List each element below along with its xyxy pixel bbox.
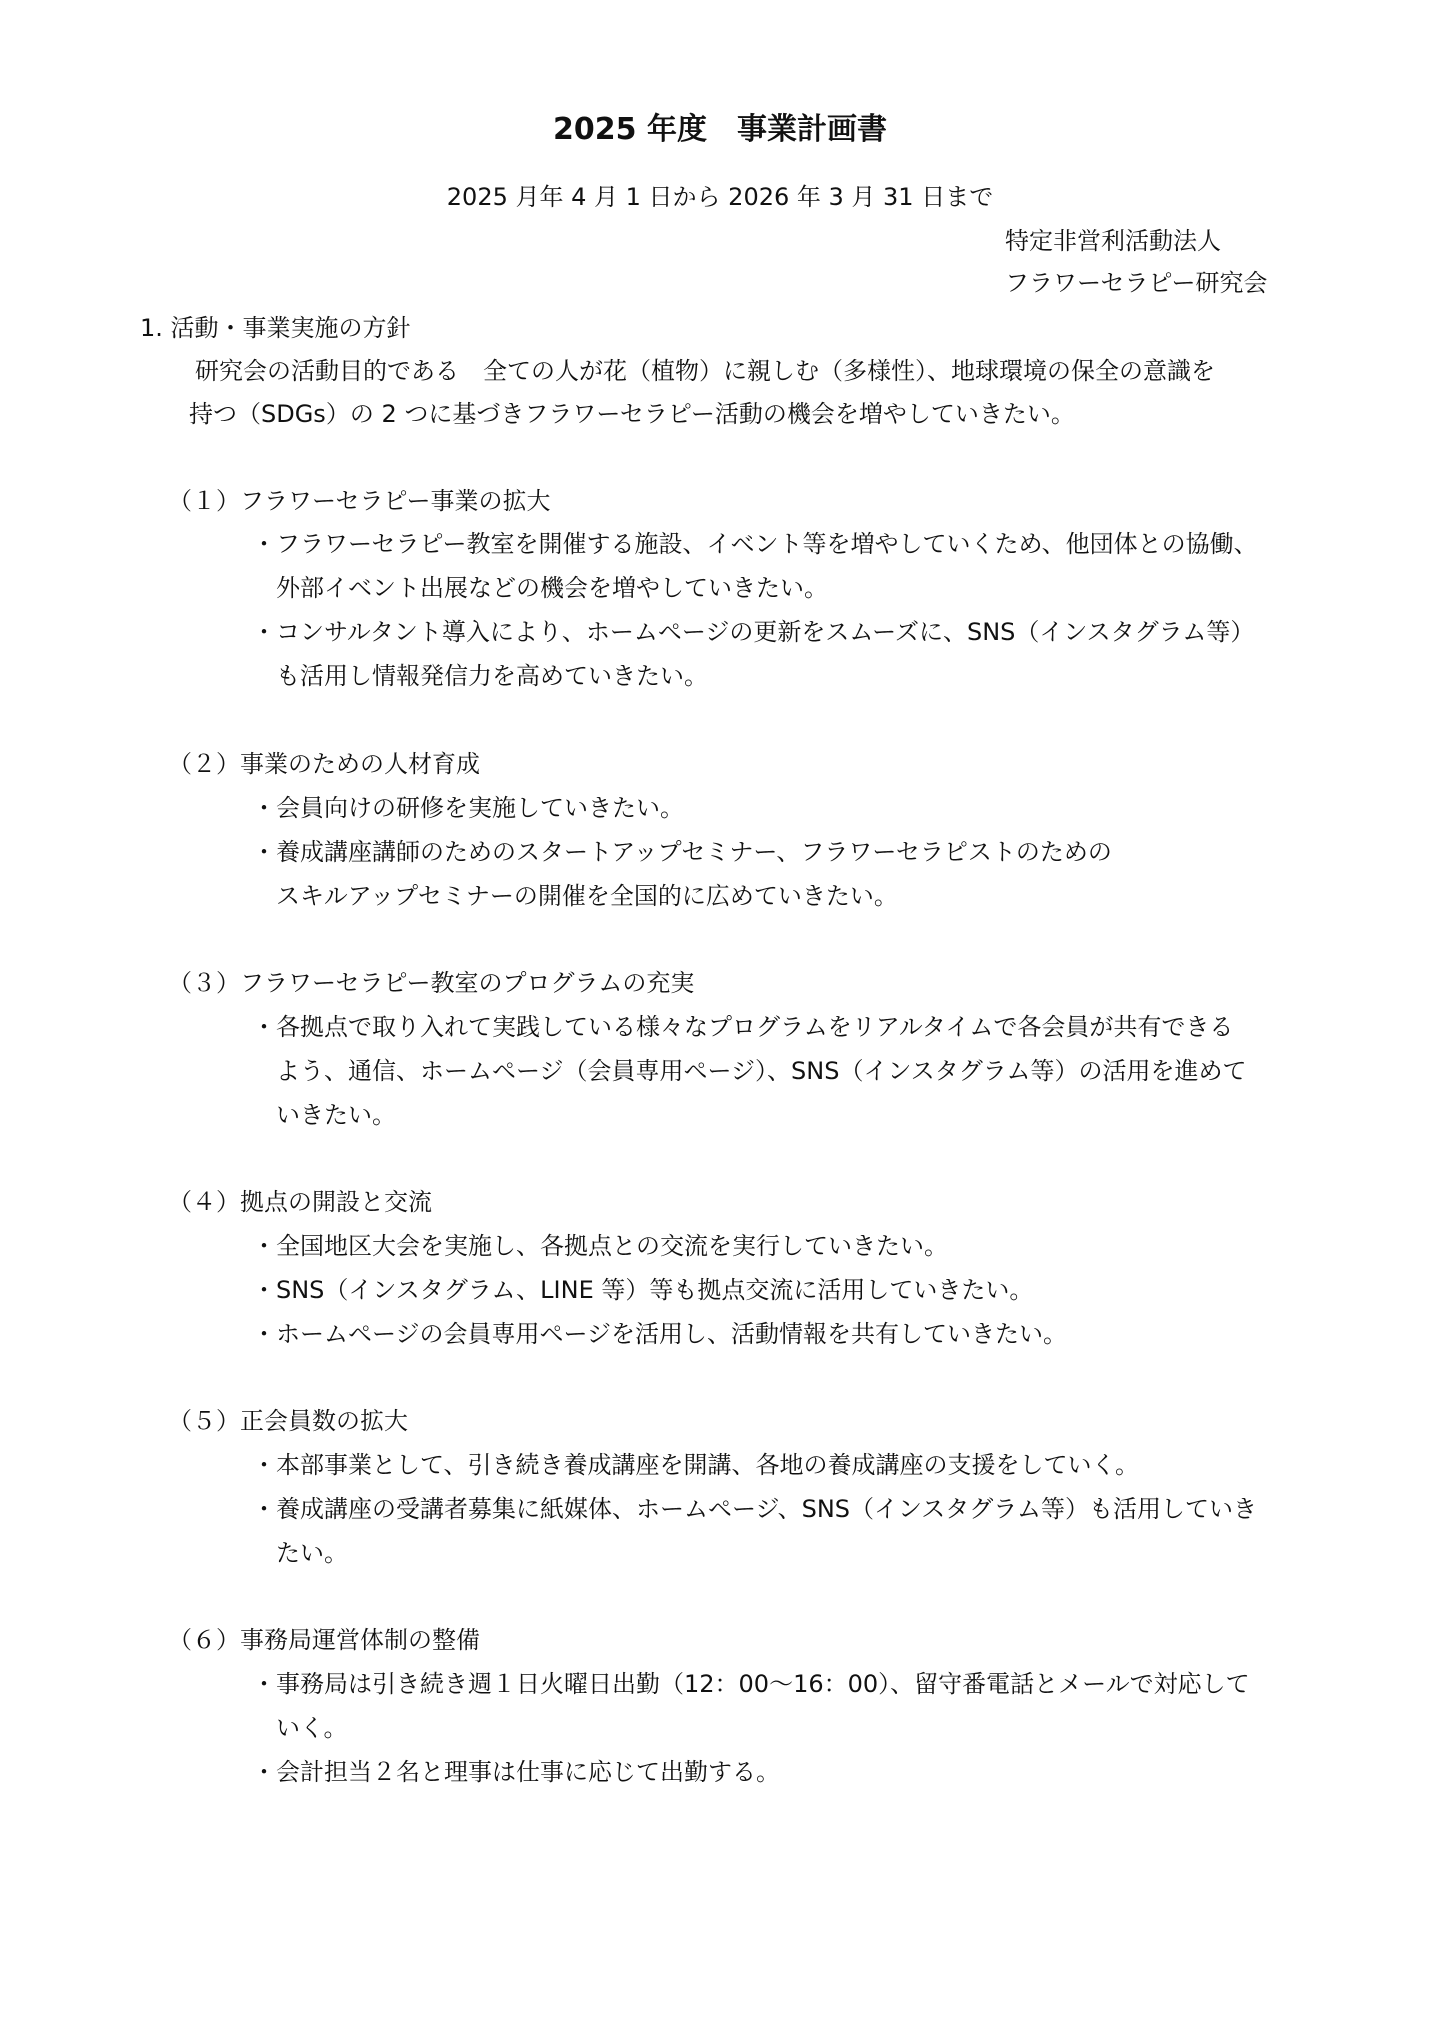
bullet-item-continuation: たい。 [276,1539,348,1567]
bullet-item: ・フラワーセラピー教室を開催する施設、イベント等を増やしていくため、他団体との協働、 [252,530,1258,558]
bullet-item: ・本部事業として、引き続き養成講座を開講、各地の養成講座の支援をしていく。 [252,1451,1140,1479]
bullet-item: ・養成講座講師のためのスタートアップセミナー、フラワーセラピストのための [252,838,1112,866]
sub-section-heading: （６）事務局運営体制の整備 [168,1626,480,1654]
bullet-item-continuation: も活用し情報発信力を高めていきたい。 [276,662,708,690]
fiscal-period: 2025 月年 4 月 1 日から 2026 年 3 月 31 日まで [446,183,994,211]
bullet-item: ・養成講座の受講者募集に紙媒体、ホームページ、SNS（インスタグラム等）も活用していき [252,1495,1258,1523]
sub-section-heading: （４）拠点の開設と交流 [168,1188,432,1216]
document-title: 2025 年度 事業計画書 [553,112,887,147]
bullet-item-continuation: スキルアップセミナーの開催を全国的に広めていきたい。 [276,882,898,910]
bullet-item-continuation: 外部イベント出展などの機会を増やしていきたい。 [276,574,828,602]
bullet-item: ・会計担当２名と理事は仕事に応じて出勤する。 [252,1758,780,1786]
organization-type: 特定非営利活動法人 [1005,227,1221,255]
sub-section-heading: （５）正会員数の拡大 [168,1407,408,1435]
bullet-item: ・各拠点で取り入れて実践している様々なプログラムをリアルタイムで各会員が共有できる [252,1013,1234,1041]
bullet-item: ・全国地区大会を実施し、各拠点との交流を実行していきたい。 [252,1232,948,1260]
sub-section-heading: （１）フラワーセラピー事業の拡大 [168,487,551,515]
intro-paragraph-line: 研究会の活動目的である 全ての人が花（植物）に親しむ（多様性）、地球環境の保全の意識を [195,357,1215,385]
section-heading: 1. 活動・事業実施の方針 [140,314,411,342]
bullet-item-continuation: よう、通信、ホームページ（会員専用ページ）、SNS（インスタグラム等）の活用を進めて [276,1057,1247,1085]
bullet-item-continuation: いく。 [276,1714,348,1742]
bullet-item-continuation: いきたい。 [276,1101,396,1129]
bullet-item: ・コンサルタント導入により、ホームページの更新をスムーズに、SNS（インスタグラム等） [252,618,1255,646]
bullet-item: ・ホームページの会員専用ページを活用し、活動情報を共有していきたい。 [252,1320,1068,1348]
bullet-item: ・事務局は引き続き週１日火曜日出勤（12：00～16：00）、留守番電話とメールで対応して [252,1670,1250,1698]
organization-name: フラワーセラピー研究会 [1005,269,1268,297]
intro-paragraph-line: 持つ（SDGs）の 2 つに基づきフラワーセラピー活動の機会を増やしていきたい。 [189,400,1075,428]
bullet-item: ・会員向けの研修を実施していきたい。 [252,794,684,822]
sub-section-heading: （２）事業のための人材育成 [168,750,480,778]
sub-section-heading: （３）フラワーセラピー教室のプログラムの充実 [168,969,695,997]
bullet-item: ・SNS（インスタグラム、LINE 等）等も拠点交流に活用していきたい。 [252,1276,1034,1304]
